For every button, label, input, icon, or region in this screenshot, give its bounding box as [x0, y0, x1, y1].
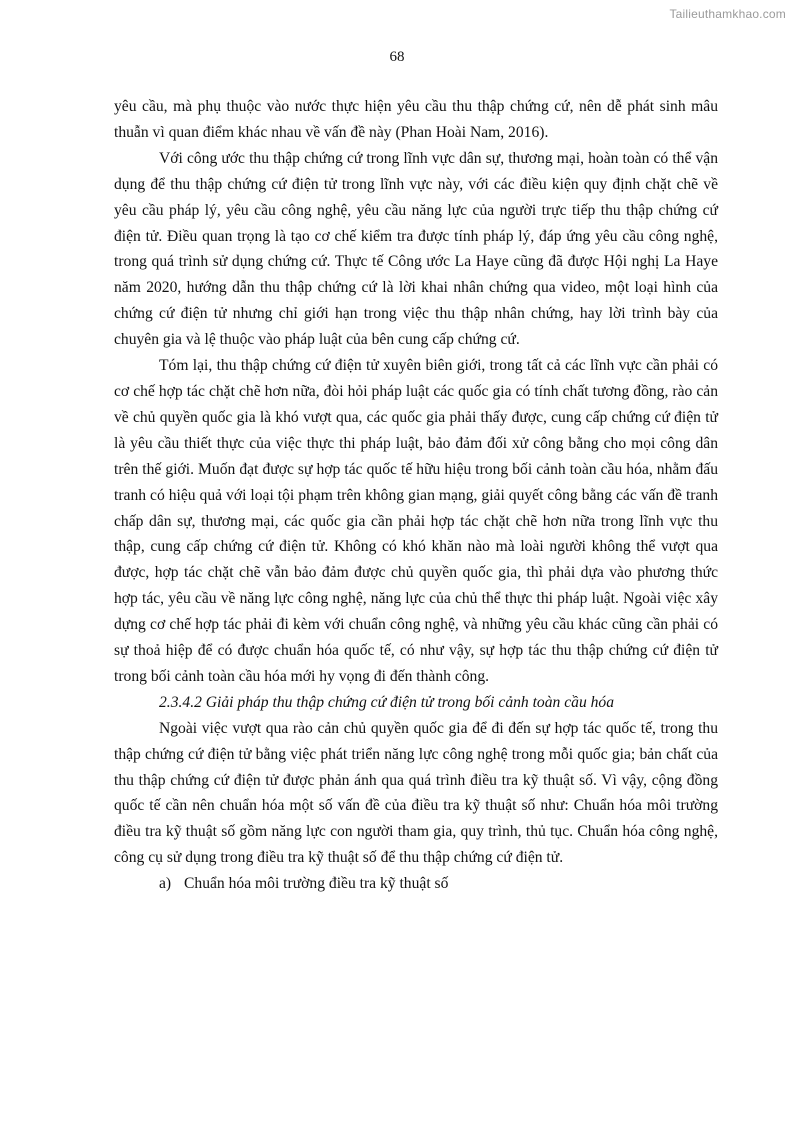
paragraph-continuation: yêu cầu, mà phụ thuộc vào nước thực hiện yêu cầu thu thập chứng cứ, nên dễ phát sinh mâu thuẫn vì quan điểm khác nhau về vấn đề này (Phan Hoài Nam, 2016).	[114, 98, 718, 141]
paragraph-summary: Tóm lại, thu thập chứng cứ điện tử xuyên biên giới, trong tất cả các lĩnh vực cần phải có cơ chế hợp tác chặt chẽ hơn nữa, đòi hỏi pháp luật các quốc gia có tính chất tương đồng, rào cản về chủ quyền quốc gia là khó vượt qua, các quốc gia phải thấy được, cung cấp chứng cứ điện tử là yêu cầu thiết thực của việc thực thi pháp luật, bảo đảm đối xử công bằng cho mọi công dân trên thế giới. Muốn đạt được sự hợp tác quốc tế hữu hiệu trong bối cảnh toàn cầu hóa, nhằm đấu tranh có hiệu quả với loại tội phạm trên không gian mạng, giải quyết công bằng các vấn đề tranh chấp dân sự, thương mại, các quốc gia cần phải hợp tác chặt chẽ hơn nữa trong lĩnh vực thu thập, cung cấp chứng cứ điện tử. Không có khó khăn nào mà loài người không thể vượt qua được, hợp tác chặt chẽ vẫn bảo đảm được chủ quyền quốc gia, thì phải dựa vào phương thức hợp tác, yêu cầu về năng lực công nghệ, năng lực của chủ thể thực thi pháp luật. Ngoài việc xây dựng cơ chế hợp tác phải đi kèm với chuẩn công nghệ, và những yêu cầu khác cũng cần phải có sự thoả hiệp để có được chuẩn hóa quốc tế, có như vậy, sự hợp tác thu thập chứng cứ điện tử trong bối cảnh toàn cầu hóa mới hy vọng đi đến thành công.	[114, 357, 718, 685]
list-item-text: Chuẩn hóa môi trường điều tra kỹ thuật số	[184, 875, 449, 893]
section-heading: 2.3.4.2 Giải pháp thu thập chứng cứ điện tử trong bối cảnh toàn cầu hóa	[159, 693, 615, 711]
paragraph-solution: Ngoài việc vượt qua rào cản chủ quyền quốc gia để đi đến sự hợp tác quốc tế, trong thu thập chứng cứ điện tử bằng việc phát triển năng lực công nghệ trong mỗi quốc gia; bản chất của thu thập chứng cứ điện tử được phản ánh qua quá trình điều tra kỹ thuật số. Vì vậy, cộng đồng quốc tế cần nên chuẩn hóa một số vấn đề của điều tra kỹ thuật số như: Chuẩn hóa môi trường điều tra kỹ thuật số gồm năng lực con người tham gia, quy trình, thủ tục. Chuẩn hóa công nghệ, công cụ sử dụng trong điều tra kỹ thuật số để thu thập chứng cứ điện tử.	[114, 719, 718, 867]
list-item-a	[114, 871, 718, 897]
document-body	[114, 94, 718, 897]
paragraph-hague-convention: Với công ước thu thập chứng cứ trong lĩnh vực dân sự, thương mại, hoàn toàn có thể vận dụng để thu thập chứng cứ điện tử trong lĩnh vực này, với các điều kiện quy định chặt chẽ về yêu cầu pháp lý, yêu cầu công nghệ, yêu cầu năng lực của người trực tiếp thu thập chứng cứ điện tử. Điều quan trọng là tạo cơ chế kiểm tra được tính pháp lý, đáp ứng yêu cầu công nghệ, trong quá trình sử dụng chứng cứ. Thực tế Công ước La Haye cũng đã được Hội nghị La Haye năm 2020, hướng dẫn thu thập chứng cứ là lời khai nhân chứng qua video, một loại hình của chứng cứ điện tử nhưng chỉ giới hạn trong việc thu thập nhân chứng, hay lời trình bày của chuyên gia và lệ thuộc vào pháp luật của bên cung cấp chứng cứ.	[114, 149, 718, 349]
list-marker: a)	[159, 875, 172, 893]
page-number: 68	[389, 49, 405, 65]
watermark-text: Tailieuthamkhao.com	[669, 7, 786, 21]
